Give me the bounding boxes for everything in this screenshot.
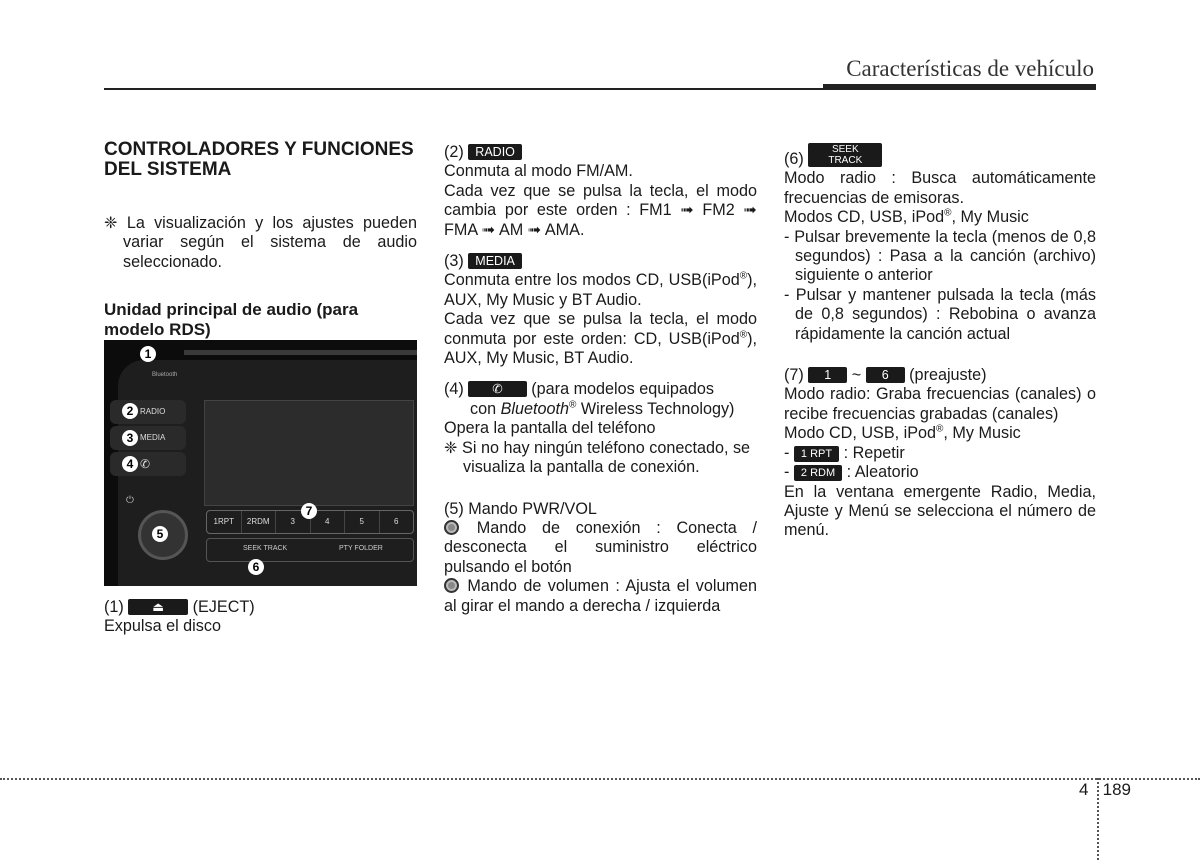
preset-button: 5 [345, 511, 380, 533]
callout-5: 5 [152, 526, 168, 542]
eject-prefix: (1) [104, 598, 124, 616]
subheading: Unidad principal de audio (para modelo RDS) [104, 300, 359, 340]
preset-tilde: ~ [851, 366, 862, 385]
eject-suffix: (EJECT) [192, 598, 255, 616]
preset-prefix: (7) [784, 366, 804, 385]
bluetooth-label: Bluetooth [152, 372, 178, 378]
media-p2a: Cada vez que se pulsa la tecla, el modo conmuta por este orden: CD, USB(iPod [444, 310, 757, 348]
seek-badge: SEEK TRACK [808, 143, 882, 167]
radio-screen [204, 400, 414, 506]
callout-3: 3 [122, 430, 138, 446]
rdm-badge: 2 RDM [794, 465, 842, 481]
seek-label: SEEK TRACK [243, 545, 288, 552]
phone-bluetooth: Bluetooth [500, 399, 570, 418]
eject-section [104, 598, 417, 637]
callout-4: 4 [122, 456, 138, 472]
callout-6: 6 [248, 559, 264, 575]
radio-badge: RADIO [468, 144, 522, 160]
knob-icon [444, 520, 459, 535]
phone-button-icon: ✆ [468, 381, 526, 397]
column-2 [444, 143, 757, 616]
media-p2b: ), AUX, My Music, BT Audio. [444, 329, 757, 368]
radio-p2: Cada vez que se pulsa la tecla, el modo cambia por este orden : FM1 ➟ FM2 ➟ FMA ➟ AM ➟ AMA. [444, 181, 757, 239]
media-p1b: ), AUX, My Music y BT Audio. [444, 271, 757, 309]
phone-line2: con Bluetooth® Wireless Technology) [470, 399, 735, 418]
page-header-title: Características de vehículo [846, 56, 1094, 81]
radio-prefix: (2) [444, 143, 464, 161]
callout-1: 1 [140, 346, 156, 362]
preset-p2a: Modo CD, USB, iPod [784, 424, 937, 443]
column-3: (6) SEEK TRACK Modo radio : Busca automáticamente frecuencias de emisoras. Modos CD, USB, iPod®, My Music - Pulsar brevemente la tecla (menos de 0,8 segundos) : Pasa a la canción (archivo) siguiente o anterior - Pulsar y mantener pulsada la tecla (más de 0,8 segundos) : Rebobina o avanza rápidamente la canción actual (7) 1 ~ 6 (preajuste) Modo radio: Graba frecuencias (canales) o recibe frecuencias grabadas (canales) Modo CD, USB, iPod®, My Music - 1 RPT : Repetir - 2 RDM : Aleatorio En la ventana emergente Radio, Media, Ajuste y Menú se selecciona el número de menú. [784, 144, 1096, 540]
media-prefix: (3) [444, 252, 464, 271]
preset-p1: Modo radio: Graba frecuencias (canales) o recibe frecuencias grabadas (canales) [784, 385, 1096, 423]
seek-p1: Modo radio : Busca automáticamente frecuencias de emisoras. [784, 169, 1096, 207]
pty-label: PTY FOLDER [339, 545, 383, 552]
seek-prefix: (6) [784, 150, 804, 168]
eject-icon: ⏏ [128, 599, 188, 615]
preset-button: 6 [394, 517, 399, 526]
preset-button: 1RPT [207, 511, 242, 533]
popup-text: En la ventana emergente Radio, Media, Ajuste y Menú se selecciona el número de menú. [784, 482, 1096, 540]
pwr-p2: Mando de volumen : Ajusta el volumen al girar el mando a derecha / izquierda [444, 577, 757, 615]
seek-p2: Modos CD, USB, iPod®, My Music [784, 207, 1029, 227]
seek-pty-bar [206, 538, 414, 562]
rpt-text: : Repetir [843, 443, 905, 462]
chapter-number: 4 [1079, 780, 1089, 799]
power-icon: ⏻ [126, 495, 134, 506]
preset-badge-1: 1 [808, 367, 847, 383]
media-p1a: Conmuta entre los modos CD, USB(iPod [444, 271, 740, 290]
seek-p2a: Modos CD, USB, iPod [784, 208, 945, 227]
callout-2: 2 [122, 403, 138, 419]
radio-unit-illustration [104, 340, 417, 586]
media-p2: Cada vez que se pulsa la tecla, el modo conmuta por este orden: CD, USB(iPod®), AUX, My Music, BT Audio. [444, 310, 757, 368]
media-badge: MEDIA [468, 253, 522, 269]
rdm-text: : Aleatorio [846, 463, 919, 482]
callout-7: 7 [301, 503, 317, 519]
note-text: ❈ La visualización y los ajustes pueden variar según el sistema de audio seleccionado. [104, 214, 417, 271]
preset-p2: Modo CD, USB, iPod®, My Music [784, 423, 1021, 443]
disc-slot [184, 350, 417, 355]
media-p1: Conmuta entre los modos CD, USB(iPod®), AUX, My Music y BT Audio. [444, 271, 757, 309]
preset-button: 4 [311, 511, 346, 533]
preset-badge-6: 6 [866, 367, 905, 383]
footer-rule [0, 778, 1200, 780]
radio-p1: Conmuta al modo FM/AM. [444, 162, 633, 181]
phone-p: Opera la pantalla del teléfono [444, 419, 656, 438]
phone-line2b: Wireless Technology) [576, 399, 735, 418]
seek-p2b: , My Music [951, 208, 1029, 227]
seek-b2: - Pulsar y mantener pulsada la tecla (más de 0,8 segundos) : Rebobina o avanza rápidamente la canción actual [784, 285, 1096, 343]
phone-prefix: (4) [444, 380, 464, 399]
phone-note: ❈ Si no hay ningún teléfono conectado, se visualiza la pantalla de conexión. [444, 438, 751, 477]
pwr-title: (5) Mando PWR/VOL [444, 499, 597, 518]
eject-desc: Expulsa el disco [104, 617, 221, 636]
media-side-button: MEDIA [110, 426, 186, 450]
preset-suffix: (preajuste) [909, 366, 987, 385]
phone-suffix: (para modelos equipados [531, 380, 714, 399]
header-rule [104, 88, 1096, 90]
radio-side-button: RADIO [110, 400, 186, 424]
preset-button: 3 [276, 511, 311, 533]
seek-b1: - Pulsar brevemente la tecla (menos de 0,8 segundos) : Pasa a la canción (archivo) siguiente o anterior [784, 227, 1096, 285]
section-heading: CONTROLADORES Y FUNCIONES DEL SISTEMA [104, 139, 414, 180]
column-1 [104, 140, 417, 352]
pwr-p1: Mando de conexión : Conecta / desconecta el suministro eléctrico pulsando el botón [444, 518, 757, 576]
phone-icon: ✆ [140, 457, 151, 471]
page-number [1079, 780, 1131, 800]
knob-icon [444, 578, 459, 593]
rpt-badge: 1 RPT [794, 446, 839, 462]
preset-p2b: , My Music [943, 424, 1021, 443]
page-number-value: 189 [1102, 780, 1132, 799]
phone-line2a: con [470, 399, 501, 418]
preset-button: 2RDM [242, 511, 277, 533]
